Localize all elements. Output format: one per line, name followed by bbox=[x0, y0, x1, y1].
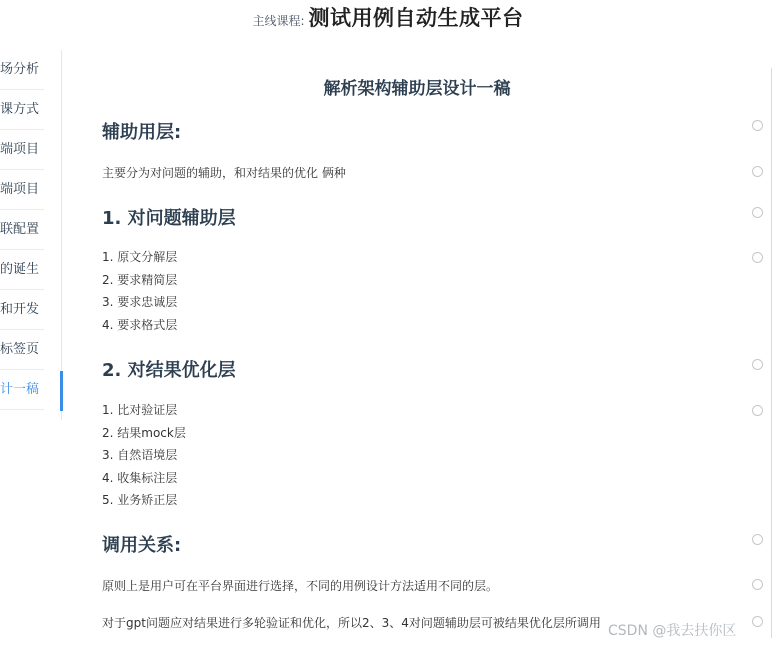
scrollbar[interactable] bbox=[771, 68, 772, 638]
block-radio[interactable] bbox=[752, 579, 763, 590]
heading-call: 调用关系: bbox=[102, 535, 182, 556]
sidebar bbox=[0, 50, 62, 420]
paragraph-call-1: 原则上是用户可在平台界面进行选择，不同的用例设计方法适用不同的层。 bbox=[102, 579, 499, 593]
block-radio[interactable] bbox=[752, 207, 763, 218]
heading-aux: 辅助用层: bbox=[102, 122, 182, 143]
problem-list bbox=[102, 246, 177, 336]
list-item: 3. 自然语境层 bbox=[102, 448, 178, 462]
sidebar-item[interactable]: 的诞生 bbox=[0, 250, 44, 290]
course-label: 主线课程: bbox=[252, 14, 305, 28]
block-radio[interactable] bbox=[752, 616, 763, 627]
sidebar-item-active[interactable]: 计一稿 bbox=[0, 370, 44, 410]
header bbox=[0, 0, 776, 32]
sidebar-item[interactable]: 标签页 bbox=[0, 330, 44, 370]
list-item: 1. 原文分解层 bbox=[102, 250, 178, 264]
document-content bbox=[64, 50, 770, 649]
list-item: 3. 要求忠诚层 bbox=[102, 295, 178, 309]
active-indicator bbox=[60, 371, 63, 411]
sidebar-item[interactable]: 场分析 bbox=[0, 50, 44, 90]
page-title: 测试用例自动生成平台 bbox=[308, 6, 524, 30]
document-title: 解析架构辅助层设计一稿 bbox=[323, 79, 511, 99]
sidebar-item[interactable]: 联配置 bbox=[0, 210, 44, 250]
sidebar-item[interactable]: 和开发 bbox=[0, 290, 44, 330]
heading-result: 2. 对结果优化层 bbox=[102, 360, 236, 381]
sidebar-item[interactable]: 课方式 bbox=[0, 90, 44, 130]
block-radio[interactable] bbox=[752, 359, 763, 370]
list-item: 4. 收集标注层 bbox=[102, 470, 178, 485]
list-item: 4. 要求格式层 bbox=[102, 317, 178, 332]
block-radio[interactable] bbox=[752, 405, 763, 416]
paragraph-call-2: 对于gpt问题应对结果进行多轮验证和优化，所以2、3、4对问题辅助层可被结果优化层所调用 bbox=[102, 616, 601, 630]
list-item: 2. 要求精简层 bbox=[102, 272, 178, 287]
watermark: CSDN @我去扶你区 bbox=[608, 623, 737, 639]
block-radio[interactable] bbox=[752, 120, 763, 131]
block-radio[interactable] bbox=[752, 166, 763, 177]
paragraph-aux: 主要分为对问题的辅助，和对结果的优化 俩种 bbox=[102, 166, 346, 180]
block-radio[interactable] bbox=[752, 534, 763, 545]
list-item: 1. 比对验证层 bbox=[102, 403, 178, 417]
list-item: 5. 业务矫正层 bbox=[102, 493, 178, 507]
heading-problem: 1. 对问题辅助层 bbox=[102, 208, 236, 229]
result-list bbox=[102, 399, 186, 512]
block-radio[interactable] bbox=[752, 252, 763, 263]
sidebar-item[interactable]: 端项目 bbox=[0, 130, 44, 170]
list-item: 2. 结果mock层 bbox=[102, 425, 186, 440]
sidebar-item[interactable]: 端项目 bbox=[0, 170, 44, 210]
